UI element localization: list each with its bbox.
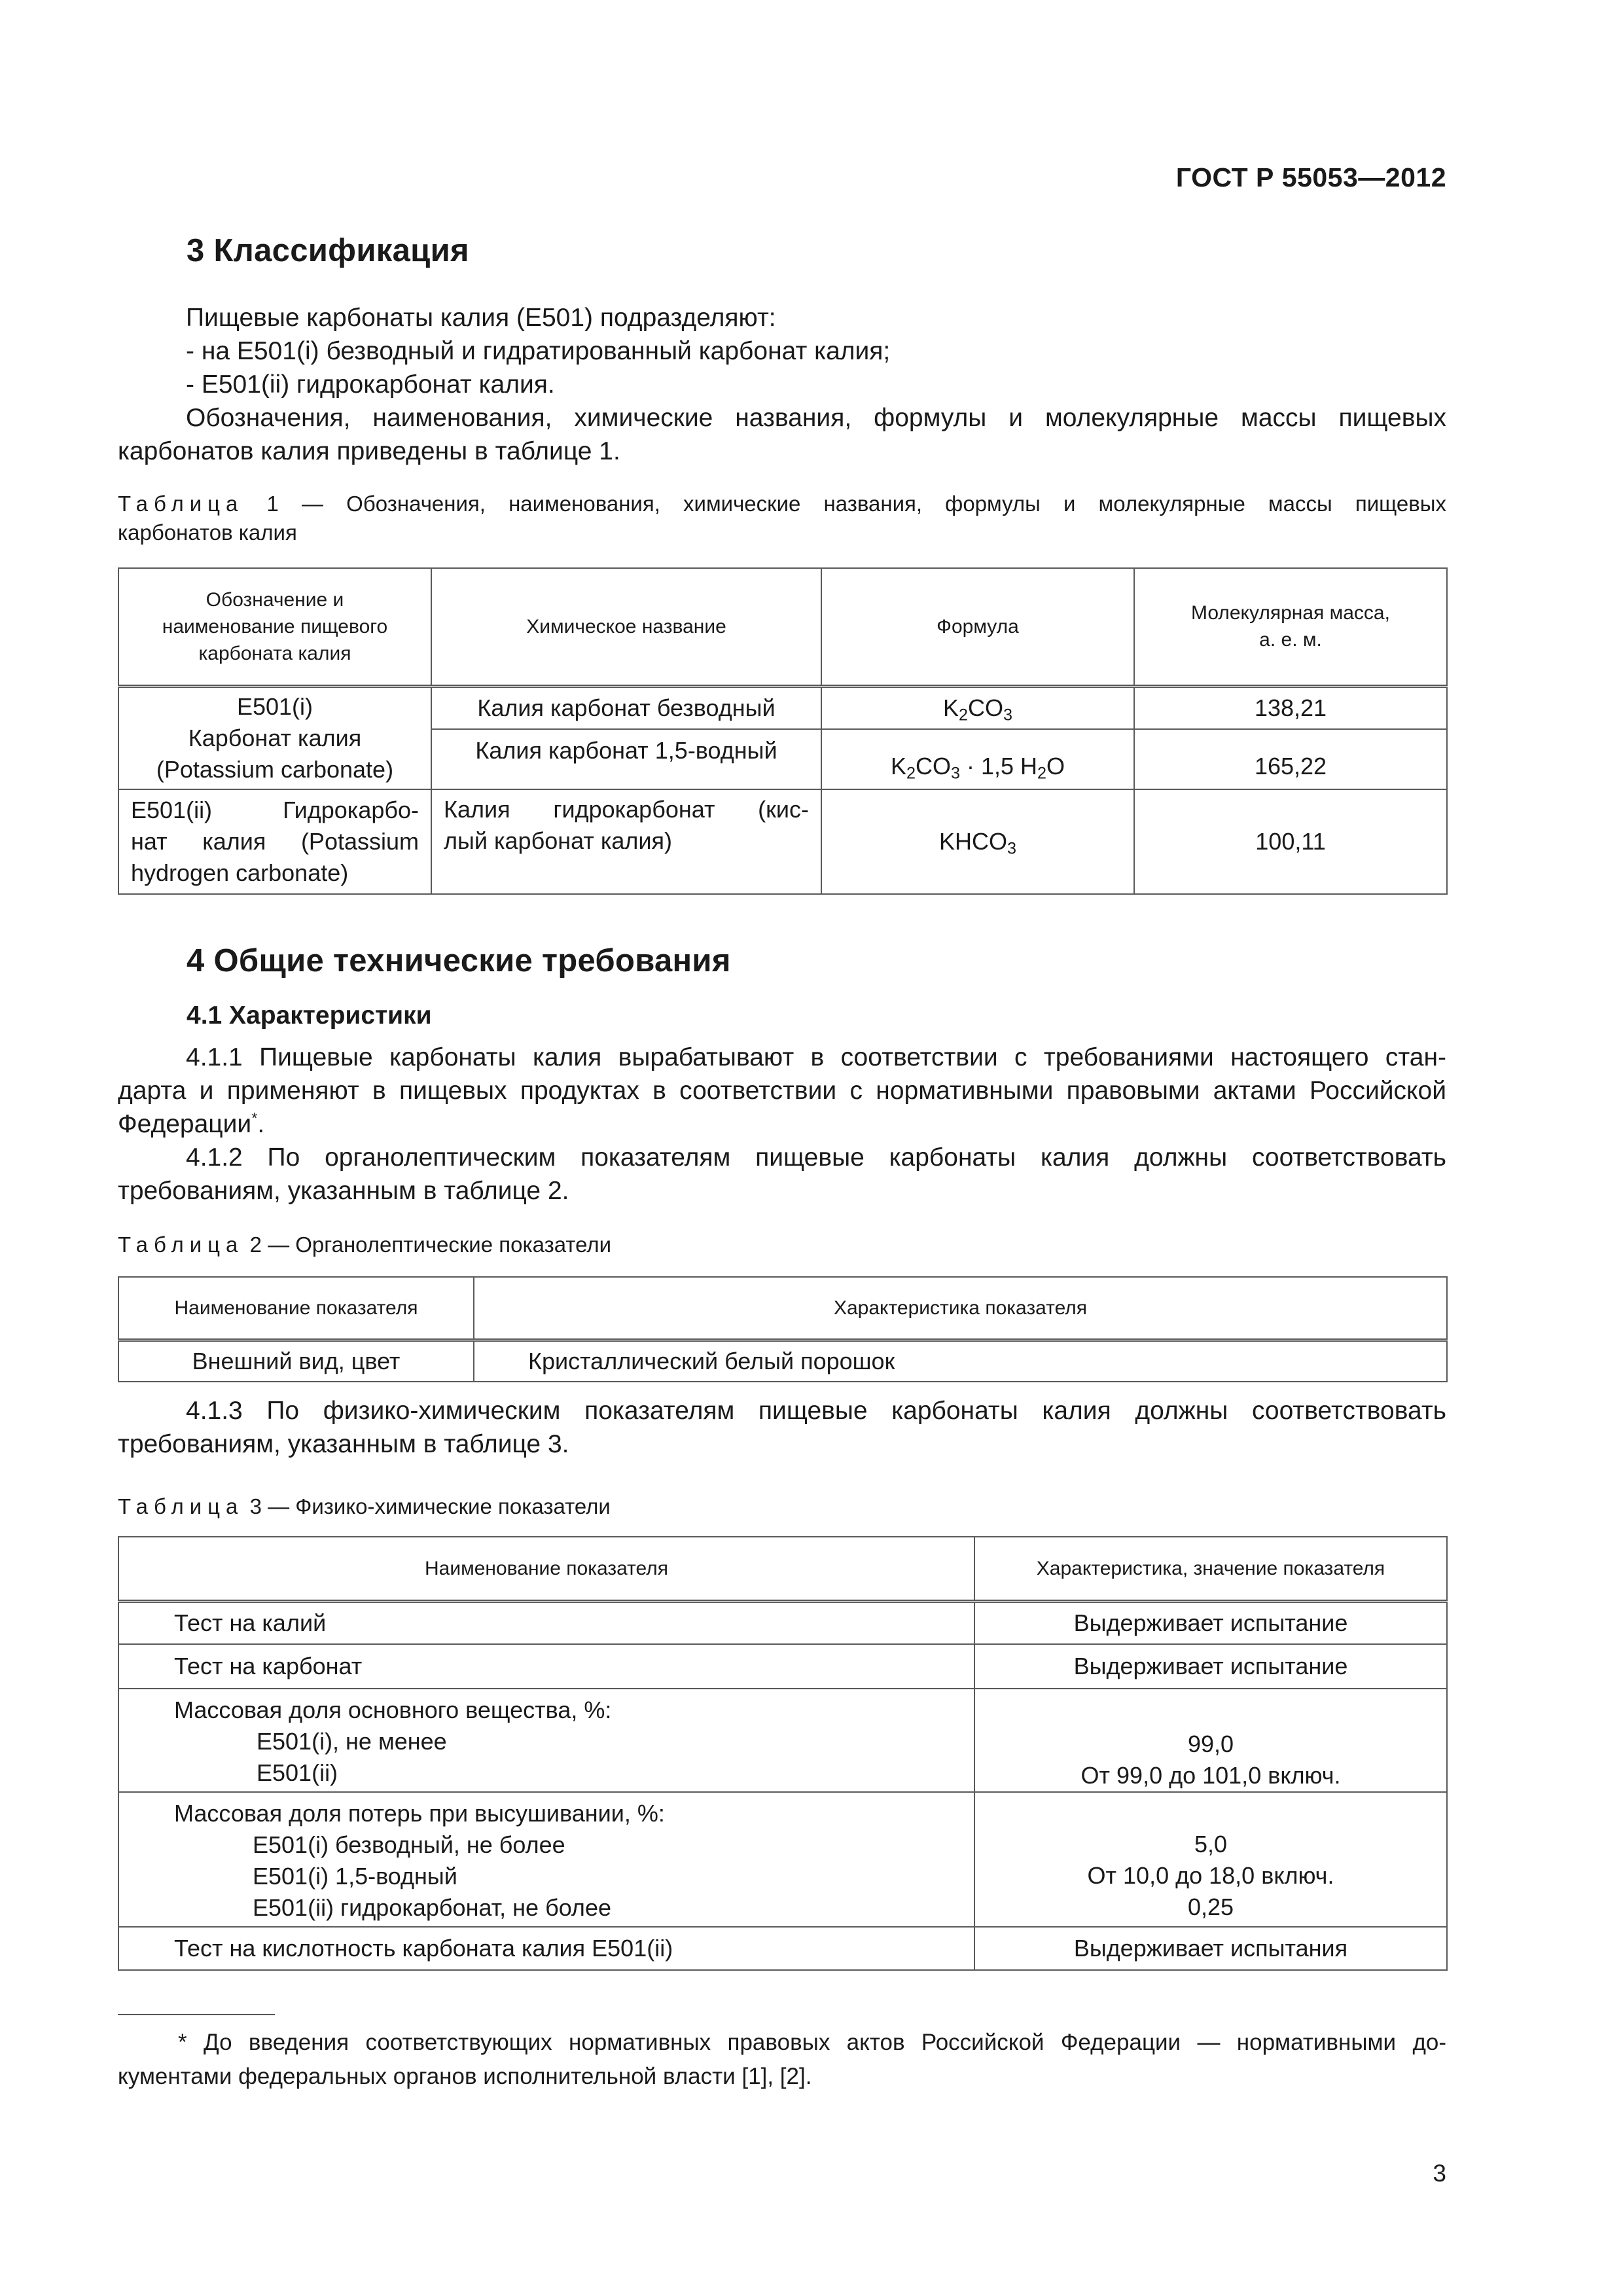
- molecular-mass-cell: 138,21: [1134, 686, 1447, 729]
- indicator-name-cell: Тест на кислотность карбоната калия Е501(ii): [118, 1927, 974, 1970]
- table-header-cell: Характеристика показателя: [474, 1277, 1447, 1340]
- classification-paragraph-line: Обозначения, наименования, химические названия, формулы и молекулярные массы пищевых: [186, 404, 1446, 432]
- paragraph-4-1-3: [118, 1394, 1446, 1461]
- paragraph-4-1-2-line: требованиям, указанным в таблице 2.: [118, 1177, 569, 1205]
- subsection-4-1-title: 4.1 Характеристики: [187, 1001, 432, 1030]
- section-3-title: 3 Классификация: [187, 233, 469, 268]
- table-header-cell: Наименование показателя: [118, 1537, 974, 1601]
- paragraph-4-1-1-line: Федерации*.: [118, 1109, 265, 1138]
- table-row: [118, 1601, 1447, 1644]
- table-row: [118, 789, 1447, 894]
- formula-cell: $K_2CO_3 \cdot 1,5$ $H_2O$: [821, 729, 1134, 789]
- table-2: [118, 1276, 1448, 1382]
- table-label: Таблица: [118, 492, 244, 516]
- indicator-name-cell: Массовая доля основного вещества, %: Е501(i), не менее Е501(ii): [118, 1689, 974, 1792]
- section-4-body: [118, 1041, 1446, 1208]
- table-number: 1: [266, 492, 279, 516]
- indicator-name-cell: Массовая доля потерь при высушивании, %: Е501(i) безводный, не более Е501(i) 1,5-водный Е501(ii) гидрокарбонат, не более: [118, 1792, 974, 1927]
- footnote-mark: *: [178, 2030, 187, 2055]
- table-caption-text: карбонатов калия: [118, 520, 297, 545]
- chemical-name-cell: Калия карбонат 1,5-водный: [431, 729, 821, 789]
- paragraph-4-1-3-line: требованиям, указанным в таблице 3.: [118, 1430, 569, 1458]
- standard-header: ГОСТ Р 55053—2012: [1175, 162, 1446, 192]
- section-3-body: [118, 301, 1446, 468]
- table-2-caption: [118, 1230, 1446, 1259]
- classification-intro: Пищевые карбонаты калия (Е501) подразделяют:: [186, 304, 776, 332]
- page-number: 3: [1433, 2160, 1446, 2187]
- table-header-cell: Наименование показателя: [118, 1277, 474, 1340]
- formula-cell: $K_2CO_3$: [821, 686, 1134, 729]
- classification-item: - Е501(ii) гидрокарбонат калия.: [186, 370, 555, 399]
- paragraph-4-1-1-line: 4.1.1 Пищевые карбонаты калия вырабатывают в соответствии с требованиями настоящего стан-: [186, 1043, 1446, 1071]
- footnote: [118, 2026, 1446, 2094]
- indicator-value-cell: 5,0 От 10,0 до 18,0 включ. 0,25: [974, 1792, 1447, 1927]
- indicator-name-cell: Тест на карбонат: [118, 1644, 974, 1689]
- indicator-value-cell: Кристаллический белый порошок: [474, 1340, 1447, 1382]
- classification-item: - на Е501(i) безводный и гидратированный карбонат калия;: [186, 337, 891, 365]
- table-caption-text: — Органолептические показатели: [268, 1232, 612, 1257]
- table-header-cell: Формула: [821, 568, 1134, 686]
- designation-cell: Е501(ii) Гидрокарбо- нат калия (Potassium hydrogen carbonate): [118, 789, 431, 894]
- chemical-name-cell: Калия карбонат безводный: [431, 686, 821, 729]
- footnote-divider: [118, 2014, 275, 2015]
- indicator-name-cell: Внешний вид, цвет: [118, 1340, 474, 1382]
- chemical-name-cell: Калия гидрокарбонат (кис- лый карбонат калия): [431, 789, 821, 894]
- paragraph-4-1-2-line: 4.1.2 По органолептическим показателям пищевые карбонаты калия должны соответствовать: [186, 1143, 1446, 1172]
- table-number: 3: [249, 1494, 262, 1518]
- table-row: [118, 1927, 1447, 1970]
- section-4-title: 4 Общие технические требования: [187, 943, 731, 978]
- molecular-mass-cell: 100,11: [1134, 789, 1447, 894]
- table-row: [118, 1644, 1447, 1689]
- designation-cell: Е501(i) Карбонат калия (Potassium carbonate): [118, 686, 431, 789]
- table-1: [118, 567, 1448, 895]
- table-label: Таблица: [118, 1232, 244, 1257]
- footnote-text: кументами федеральных органов исполнительной власти [1], [2].: [118, 2064, 812, 2089]
- table-caption-text: — Обозначения, наименования, химические названия, формулы и молекулярные массы пищевых: [302, 492, 1447, 516]
- indicator-name-cell: Тест на калий: [118, 1601, 974, 1644]
- table-number: 2: [249, 1232, 262, 1257]
- indicator-value-cell: Выдерживает испытания: [974, 1927, 1447, 1970]
- table-row: [118, 1792, 1447, 1927]
- paragraph-4-1-1-line: дарта и применяют в пищевых продуктах в соответствии с нормативными правовыми актами Российской: [118, 1077, 1446, 1105]
- indicator-value-cell: 99,0 От 99,0 до 101,0 включ.: [974, 1689, 1447, 1792]
- formula-cell: $KHCO_3$: [821, 789, 1134, 894]
- table-header-cell: Молекулярная масса, а. е. м.: [1134, 568, 1447, 686]
- table-header-cell: Характеристика, значение показателя: [974, 1537, 1447, 1601]
- table-header-cell: Химическое название: [431, 568, 821, 686]
- table-3-caption: [118, 1492, 1446, 1521]
- paragraph-4-1-3-line: 4.1.3 По физико-химическим показателям пищевые карбонаты калия должны соответствовать: [186, 1397, 1446, 1425]
- table-caption-text: — Физико-химические показатели: [268, 1494, 611, 1518]
- footnote-reference: *: [251, 1109, 258, 1126]
- table-row: [118, 686, 1447, 729]
- indicator-value-cell: Выдерживает испытание: [974, 1644, 1447, 1689]
- molecular-mass-cell: 165,22: [1134, 729, 1447, 789]
- table-label: Таблица: [118, 1494, 244, 1518]
- table-3: [118, 1536, 1448, 1971]
- table-header-cell: Обозначение и наименование пищевого карбоната калия: [118, 568, 431, 686]
- footnote-text: До введения соответствующих нормативных правовых актов Российской Федерации — нормативными до-: [203, 2030, 1446, 2055]
- table-row: [118, 1340, 1447, 1382]
- classification-paragraph-line: карбонатов калия приведены в таблице 1.: [118, 437, 620, 465]
- indicator-value-cell: Выдерживает испытание: [974, 1601, 1447, 1644]
- table-row: [118, 1689, 1447, 1792]
- table-1-caption: [118, 490, 1446, 547]
